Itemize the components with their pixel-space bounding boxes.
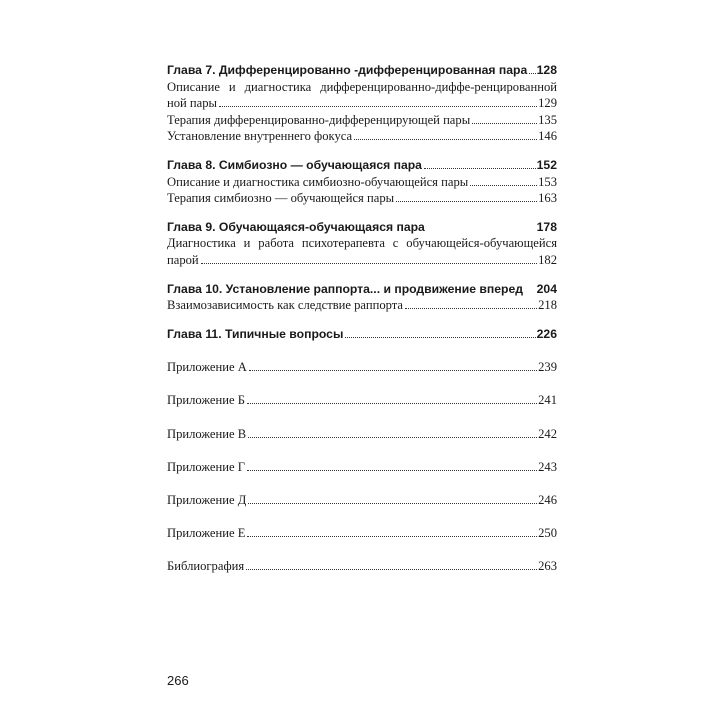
dot-leader	[345, 337, 535, 338]
toc-section	[167, 112, 557, 129]
dot-leader	[396, 201, 537, 202]
toc-appendix-v	[167, 426, 557, 443]
toc-entry-title: Приложение Е	[167, 525, 246, 540]
toc-entry-page: 163	[538, 191, 557, 206]
dot-leader	[405, 308, 537, 309]
toc-section	[167, 128, 557, 145]
toc-appendix-a	[167, 359, 557, 376]
toc-chapter-8	[167, 157, 557, 174]
toc-entry-page: 239	[538, 360, 557, 375]
toc-bibliography	[167, 558, 557, 575]
toc-section-line: Диагностика и работа психотерапевта с обучающейся-обучающейся	[167, 236, 557, 251]
toc-entry-title: Взаимозависимость как следствие раппорта	[167, 298, 403, 313]
toc-entry-title: Глава 8. Симбиозно — обучающаяся пара	[167, 157, 422, 172]
toc-entry-title: Глава 7. Дифференцированно -дифференцированная пара	[167, 63, 528, 77]
toc-entry-page: 218	[538, 298, 557, 313]
toc-chapter-10	[167, 281, 557, 298]
dot-leader	[247, 470, 537, 471]
toc-entry-page: 153	[538, 174, 557, 189]
toc-appendix-e	[167, 525, 557, 542]
toc-entry-title: парой	[167, 252, 199, 267]
toc-entry-page: 263	[538, 558, 557, 573]
toc-entry-page: 250	[538, 525, 557, 540]
toc-entry-title: Глава 11. Типичные вопросы	[167, 326, 344, 341]
toc-section	[167, 174, 557, 191]
toc-entry-page: 243	[538, 459, 557, 474]
toc-entry-page: 135	[538, 112, 557, 127]
toc-entry-page: 129	[538, 96, 557, 111]
toc-section-line: Описание и диагностика дифференцированно-диффе-ренцированной	[167, 79, 557, 94]
toc-entry-page: 128	[536, 63, 557, 77]
dot-leader	[201, 263, 537, 264]
dot-leader	[249, 370, 537, 371]
toc-chapter-11	[167, 326, 557, 343]
toc-appendix-d	[167, 492, 557, 509]
toc-entry-page: 204	[536, 281, 557, 296]
toc-entry-page: 246	[538, 492, 557, 507]
toc-appendix-b	[167, 392, 557, 409]
dot-leader	[354, 139, 537, 140]
toc-entry-page: 182	[538, 252, 557, 267]
toc-entry-page: 178	[536, 219, 557, 234]
toc-section	[167, 95, 557, 112]
table-of-contents	[167, 62, 557, 574]
toc-entry-title: Приложение А	[167, 360, 247, 375]
toc-entry-page: 226	[536, 326, 557, 341]
toc-entry-title: Библиография	[167, 558, 245, 573]
toc-entry-title: Приложение В	[167, 426, 247, 441]
dot-leader	[247, 403, 537, 404]
toc-section	[167, 252, 557, 269]
toc-section	[167, 190, 557, 207]
toc-chapter-9	[167, 219, 557, 236]
toc-entry-title: Глава 9. Обучающаяся-обучающаяся пара	[167, 219, 425, 234]
page-number: 266	[167, 673, 189, 688]
dot-leader	[424, 168, 536, 169]
dot-leader	[219, 106, 537, 107]
toc-entry-page: 241	[538, 393, 557, 408]
toc-entry-title: Терапия симбиозно — обучающейся пары	[167, 191, 395, 206]
toc-entry-page: 146	[538, 129, 557, 144]
dot-leader	[248, 503, 537, 504]
toc-entry-title: Описание и диагностика симбиозно-обучающейся пары	[167, 174, 469, 189]
toc-entry-title: Установление внутреннего фокуса	[167, 129, 353, 144]
toc-chapter-7	[167, 62, 557, 79]
toc-entry-title: ной пары	[167, 96, 218, 111]
toc-entry-title: Приложение Г	[167, 459, 246, 474]
toc-entry-page: 152	[536, 157, 557, 172]
dot-leader	[248, 437, 537, 438]
toc-entry-title: Глава 10. Установление раппорта... и продвижение вперед	[167, 281, 524, 296]
toc-entry-title: Приложение Б	[167, 393, 245, 408]
dot-leader	[470, 185, 537, 186]
dot-leader	[247, 536, 537, 537]
toc-entry-title: Терапия дифференцированно-дифференцирующей пары	[167, 112, 471, 127]
toc-entry-title: Приложение Д	[167, 492, 247, 507]
dot-leader	[246, 569, 537, 570]
toc-entry-page: 242	[538, 426, 557, 441]
toc-section	[167, 297, 557, 314]
toc-appendix-g	[167, 459, 557, 476]
dot-leader	[529, 73, 535, 74]
dot-leader	[472, 123, 537, 124]
